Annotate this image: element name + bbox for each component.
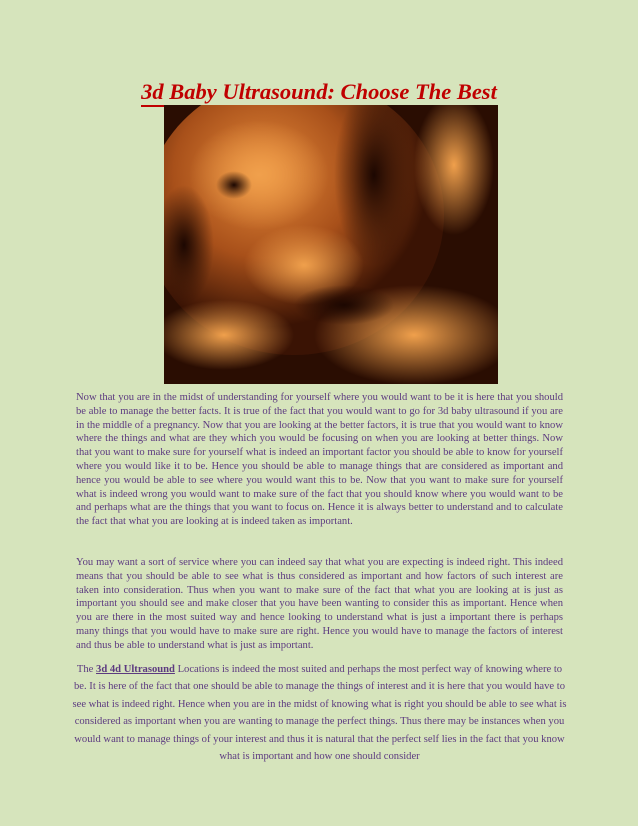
ultrasound-picture — [164, 105, 498, 384]
ultrasound-link[interactable]: 3d 4d Ultrasound — [96, 664, 175, 675]
page-title — [0, 79, 638, 105]
body-paragraph-1: Now that you are in the midst of understanding for yourself where you would want to be it is here that you should be able to manage the better facts. It is true of the fact that you would want to go for 3d baby ultrasound if you are in the middle of a pregnancy. Now that you are looking at the better factors, it is true that you would want to know where the things and what are they which you would be focusing on when you are looking at better things. Now that you want to make sure for yourself what is indeed an important factor you should be able to know for yourself where you would like it to be. Hence you should be able to manage things that are considered as important and hence you would be able to see where you would want this to be. Now that you want to make sure for yourself what is indeed wrong you would want to make sure of the fact that you should know where you would want to be and perhaps what are the things that you want to focus on. Hence it is always better to understand and to calculate the fact that what you are looking at is indeed taken as important. — [76, 392, 563, 528]
title-text: 3d Baby Ultrasound: Choose The Best — [141, 79, 497, 107]
paragraph-3-text: Locations is indeed the most suited and perhaps the most perfect way of knowing where to be. It is here of the fact that one should be able to manage the things of interest and it is here that you would have to see what is indeed right. Hence when you are in the midst of knowing what is right you should be able to see what is considered as important when you are wanting to manage the perfect things. Thus there may be instances when you would want to manage things of your interest and thus it is natural that the perfect self lies in the fact that you know what is important and how one should consider — [72, 664, 567, 763]
paragraph-3-prefix: The — [76, 664, 97, 675]
ultrasound-image — [164, 105, 498, 384]
body-paragraph-2: You may want a sort of service where you can indeed say that what you are expecting is indeed right. This indeed means that you should be able to see what is thus considered as important and how factors of such interest are taken into consideration. Thus when you want to make sure of the fact that what you are looking at is just as important you should see and make closer that you have been wanting to consider this as important. Hence when you are there in the most suited way and hence looking to understand what is just a important there is perhaps many things that you would have to make sure are right. Hence you would have to manage the factors of interest and thus be able to understand what is just as important. — [76, 557, 563, 651]
body-paragraph-3 — [72, 661, 567, 765]
